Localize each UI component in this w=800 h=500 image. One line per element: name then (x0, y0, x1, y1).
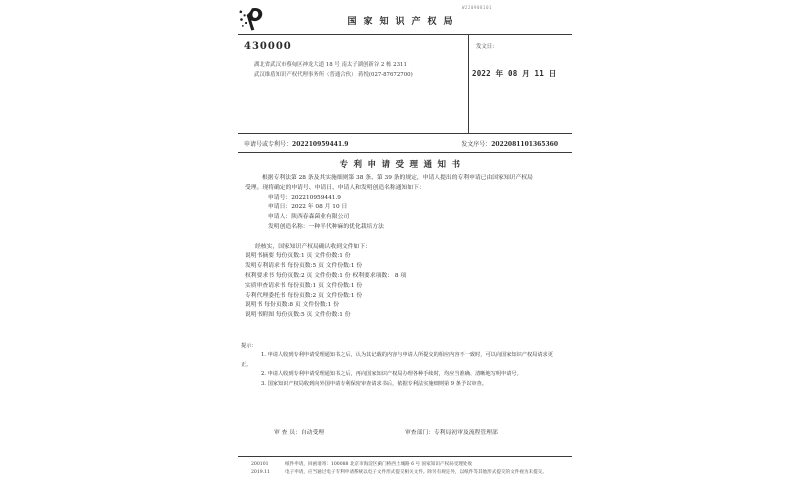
footer-divider (238, 456, 572, 457)
received-file-item: 说明书附图 每份页数:5 页 文件份数:1 份 (245, 312, 351, 319)
header-divider (238, 34, 572, 35)
intro-line-1: 根据专利法第 28 条及其实施细则第 38 条、第 39 条的规定，申请人提出的专利申请已由国家知识产权局 (262, 175, 533, 181)
footer-text: 电子申请，应当通过电子专利申请系统以电子文件形式提交相关文件。除另有规定外，以纸件等其他形式提交的文件视为未提交。 (285, 469, 547, 475)
received-file-item: 发明专利请求书 每份页数:5 页 文件份数:1 份 (245, 263, 363, 270)
footer-code: 200101 (251, 462, 269, 467)
received-file-item: 专利代理委托书 每份页数:2 页 文件份数:1 份 (245, 292, 363, 299)
field-application-date: 申请日：2022 年 08 月 10 日 (268, 204, 348, 211)
received-file-item: 实质审查请求书 每份页数:1 页 文件份数:1 份 (245, 282, 363, 289)
confirm-intro: 经核实，国家知识产权局确认收到文件如下： (255, 243, 371, 250)
meta-row (244, 139, 558, 148)
received-file-item: 说明书 每份页数:8 页 文件份数:1 份 (245, 302, 340, 309)
postal-code: 430000 (244, 41, 292, 52)
note-item-2: 2. 申请人收到专利申请受理通知书之后，再向国家知识产权局办理各种手续时，均应当准确、清晰地写明申请号。 (261, 371, 522, 378)
note-item-1: 1. 申请人收到专利申请受理通知书之后，认为其记载的内容与申请人所提交的相应内容不一致时，可以向国家知识产权局请求更正。 (241, 352, 553, 368)
document-title: 专利申请受理通知书 (339, 160, 466, 170)
footer-section (251, 461, 560, 476)
field-invention-title: 发明创造名称：一种半代种麻的优化栽培方法 (268, 223, 384, 230)
notice-document-page (228, 0, 572, 500)
department-value: 专利局初审及流程管理部 (434, 430, 498, 436)
received-file-item: 权利要求书 每份页数:2 页 文件份数:1 份 权利要求项数： 8 项 (245, 272, 407, 279)
footer-text: 纸件申请，回函请寄：100088 北京市海淀区蓟门桥西土城路 6 号 国家知识产权局受理处收 (285, 462, 473, 467)
barcode-number: W220908101 (462, 5, 493, 10)
received-file-item: 说明书摘要 每份页数:1 页 文件份数:1 份 (245, 253, 351, 260)
footer-row-paper (251, 461, 560, 469)
footer-code: 2019.11 (251, 469, 270, 475)
department-field (405, 427, 498, 436)
notice-body (245, 174, 560, 321)
notes-label: 提示： (241, 343, 257, 349)
recipient-address-line1: 湖北省武汉市蔡甸区神龙大道 18 号 南太子湖创新谷 2 栋 2311 (254, 62, 407, 68)
intro-line-2: 受理。现将确定的申请号、申请日、申请人和发明创造名称通知如下： (245, 184, 425, 191)
notes-section (241, 342, 562, 389)
examiner-field (274, 427, 324, 436)
note-item-3: 3. 国家知识产权局收到向外国申请专利保密审查请求书后，依据专利法实施细则第 9 条予以审查。 (261, 380, 487, 387)
footer-row-electronic (251, 469, 560, 477)
examiner-label: 审 查 员： (274, 430, 301, 436)
agency-title: 国家知识产权局 (347, 17, 460, 27)
application-number-label: 申请号或专利号： (244, 141, 293, 148)
examiner-value: 自动受理 (300, 430, 325, 436)
application-number-value: 202210959441.9 (292, 141, 349, 148)
recipient-agency-line2: 武汉维盾知识产权代理事务所（普通合伙） 蒋悦(027-87672700) (254, 72, 413, 78)
issue-date-label: 发文日： (476, 44, 498, 50)
serial-number (461, 139, 558, 148)
meta-divider (238, 152, 572, 153)
serial-number-value: 2022081101365360 (491, 141, 558, 148)
date-box-divider (468, 34, 469, 133)
application-number (244, 139, 348, 148)
field-application-no: 申请号：202210959441.9 (268, 194, 341, 201)
header-box-bottom-divider (238, 133, 572, 134)
issue-date-value: 2022 年 08 月 11 日 (472, 69, 557, 78)
department-label: 审查部门： (405, 430, 434, 436)
serial-number-label: 发文序号： (461, 141, 492, 148)
field-applicant: 申请人：陕西春森菌业有限公司 (268, 214, 350, 221)
